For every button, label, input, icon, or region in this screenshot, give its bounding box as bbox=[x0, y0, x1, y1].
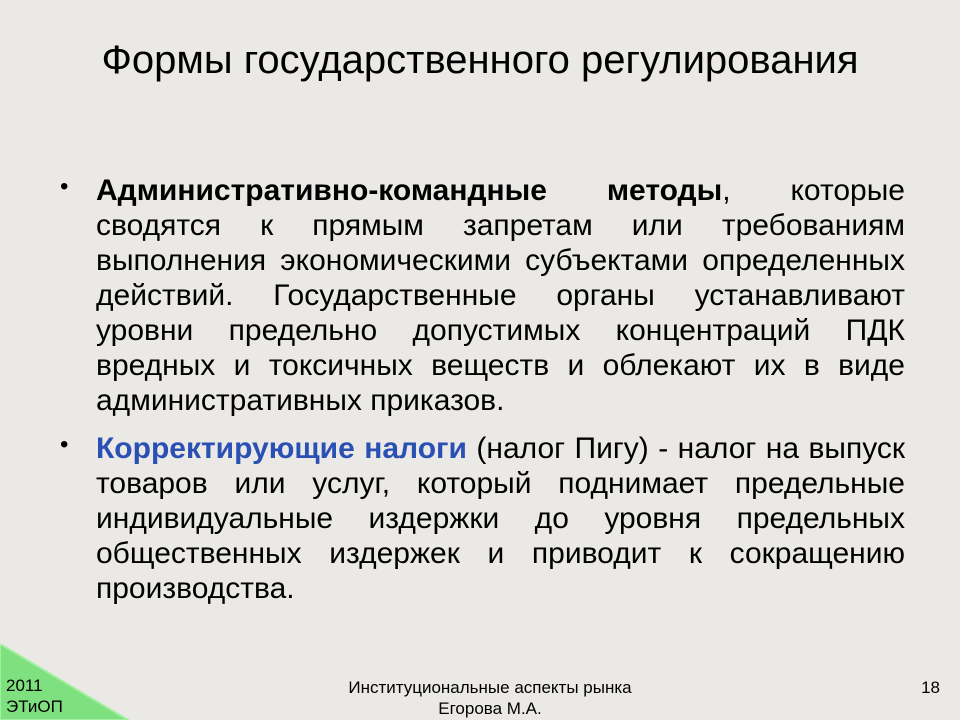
bullet-marker: • bbox=[60, 431, 69, 458]
footer-course-title: Институциональные аспекты рынка bbox=[348, 678, 632, 697]
page-number: 18 bbox=[921, 678, 940, 697]
corner-label bbox=[6, 675, 63, 717]
bullet-item bbox=[58, 173, 905, 418]
bullet-item bbox=[58, 431, 905, 606]
bullet-text: , которые сводятся к прямым запретам или требованиям выполнения экономическими субъектами определенных действий. Государственные органы устанавливают уровни предельно допустимых концентраций ПДК вредных и токсичных веществ и облекают их в виде административных приказов. bbox=[96, 174, 905, 417]
bullet-term: Административно-командные методы bbox=[96, 174, 723, 207]
bullet-marker: • bbox=[60, 173, 69, 200]
footer-author: Егорова М.А. bbox=[438, 699, 542, 718]
footer-caption bbox=[300, 677, 680, 719]
bullet-list bbox=[58, 173, 905, 619]
bullet-text: (налог Пигу) - налог на выпуск товаров или услуг, который поднимает предельные индивидуальные издержки до уровня предельных общественных издержек и приводит к сокращению производства. bbox=[96, 432, 905, 605]
corner-year: 2011 bbox=[6, 676, 43, 695]
bullet-term: Корректирующие налоги bbox=[96, 432, 467, 465]
slide-title: Формы государственного регулирования bbox=[101, 38, 859, 82]
corner-org: ЭТиОП bbox=[6, 697, 63, 716]
